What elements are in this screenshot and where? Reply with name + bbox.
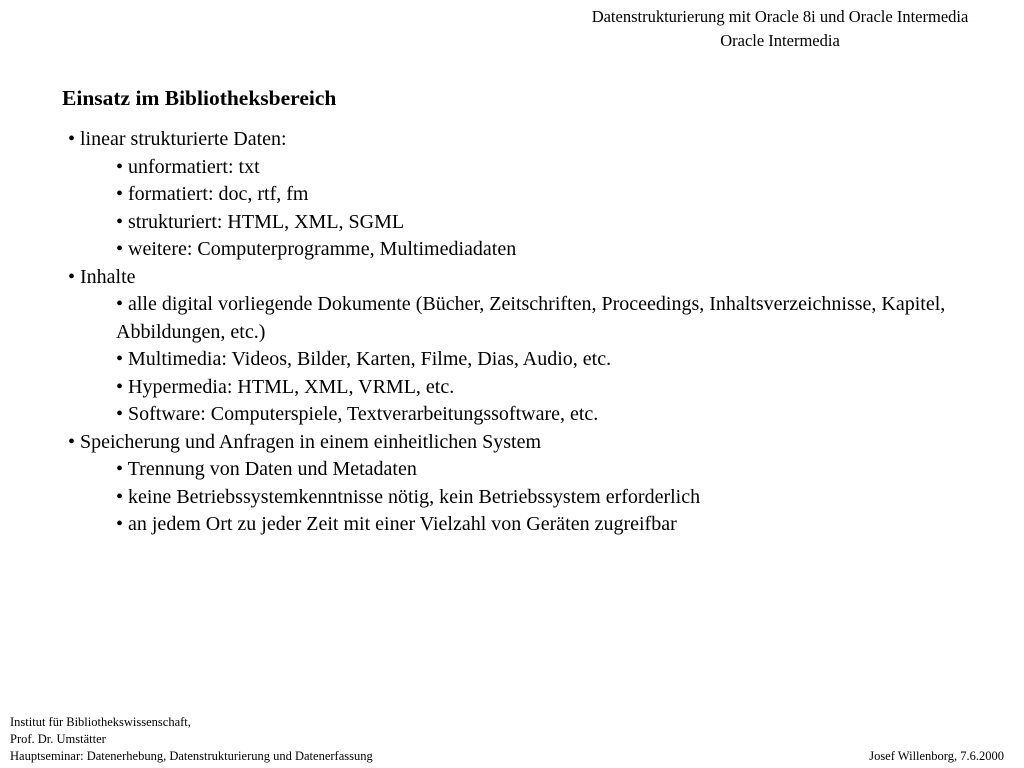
sub-list — [68, 154, 948, 264]
header-subtitle: Oracle Intermedia — [720, 31, 840, 50]
footer-professor: Prof. Dr. Umstätter — [10, 732, 106, 746]
section-storage — [68, 429, 948, 539]
sub-list — [68, 291, 948, 429]
list-item: • strukturiert: HTML, XML, SGML — [116, 210, 405, 233]
slide-title: Einsatz im Bibliotheksbereich — [62, 86, 337, 110]
sub-list — [68, 456, 948, 539]
footer-institute: Institut für Bibliothekswissenschaft, — [10, 715, 191, 729]
bullet-list — [68, 126, 948, 539]
list-item: • formatiert: doc, rtf, fm — [116, 183, 309, 205]
footer-author-date: Josef Willenborg, 7.6.2000 — [869, 749, 1004, 763]
section-contents — [68, 264, 948, 429]
footer-left — [10, 714, 373, 765]
list-item: • an jedem Ort zu jeder Zeit mit einer Vielzahl von Geräten zugreifbar — [116, 513, 677, 535]
list-item: • unformatiert: txt — [116, 155, 260, 178]
list-item: • alle digital vorliegende Dokumente (Bücher, Zeitschriften, Proceedings, Inhaltsverzeichnisse, Kapitel, Abbildungen, etc.) — [116, 293, 946, 343]
list-item: • Multimedia: Videos, Bilder, Karten, Filme, Dias, Audio, etc. — [116, 348, 612, 370]
list-item: • Trennung von Daten und Metadaten — [116, 458, 417, 480]
section-label: • Inhalte — [68, 265, 136, 288]
list-item: • Software: Computerspiele, Textverarbeitungssoftware, etc. — [116, 403, 599, 425]
section-label: • Speicherung und Anfragen in einem einheitlichen System — [68, 430, 541, 453]
list-item: • keine Betriebssystemkenntnisse nötig, kein Betriebssystem erforderlich — [116, 485, 701, 508]
section-structured-data — [68, 126, 948, 264]
section-label: • linear strukturierte Daten: — [68, 128, 287, 150]
slide-header — [560, 5, 1000, 53]
header-title: Datenstrukturierung mit Oracle 8i und Oracle Intermedia — [591, 7, 969, 26]
list-item: • Hypermedia: HTML, XML, VRML, etc. — [116, 375, 455, 398]
footer-seminar: Hauptseminar: Datenerhebung, Datenstrukturierung und Datenerfassung — [10, 749, 373, 763]
list-item: • weitere: Computerprogramme, Multimediadaten — [116, 238, 517, 260]
